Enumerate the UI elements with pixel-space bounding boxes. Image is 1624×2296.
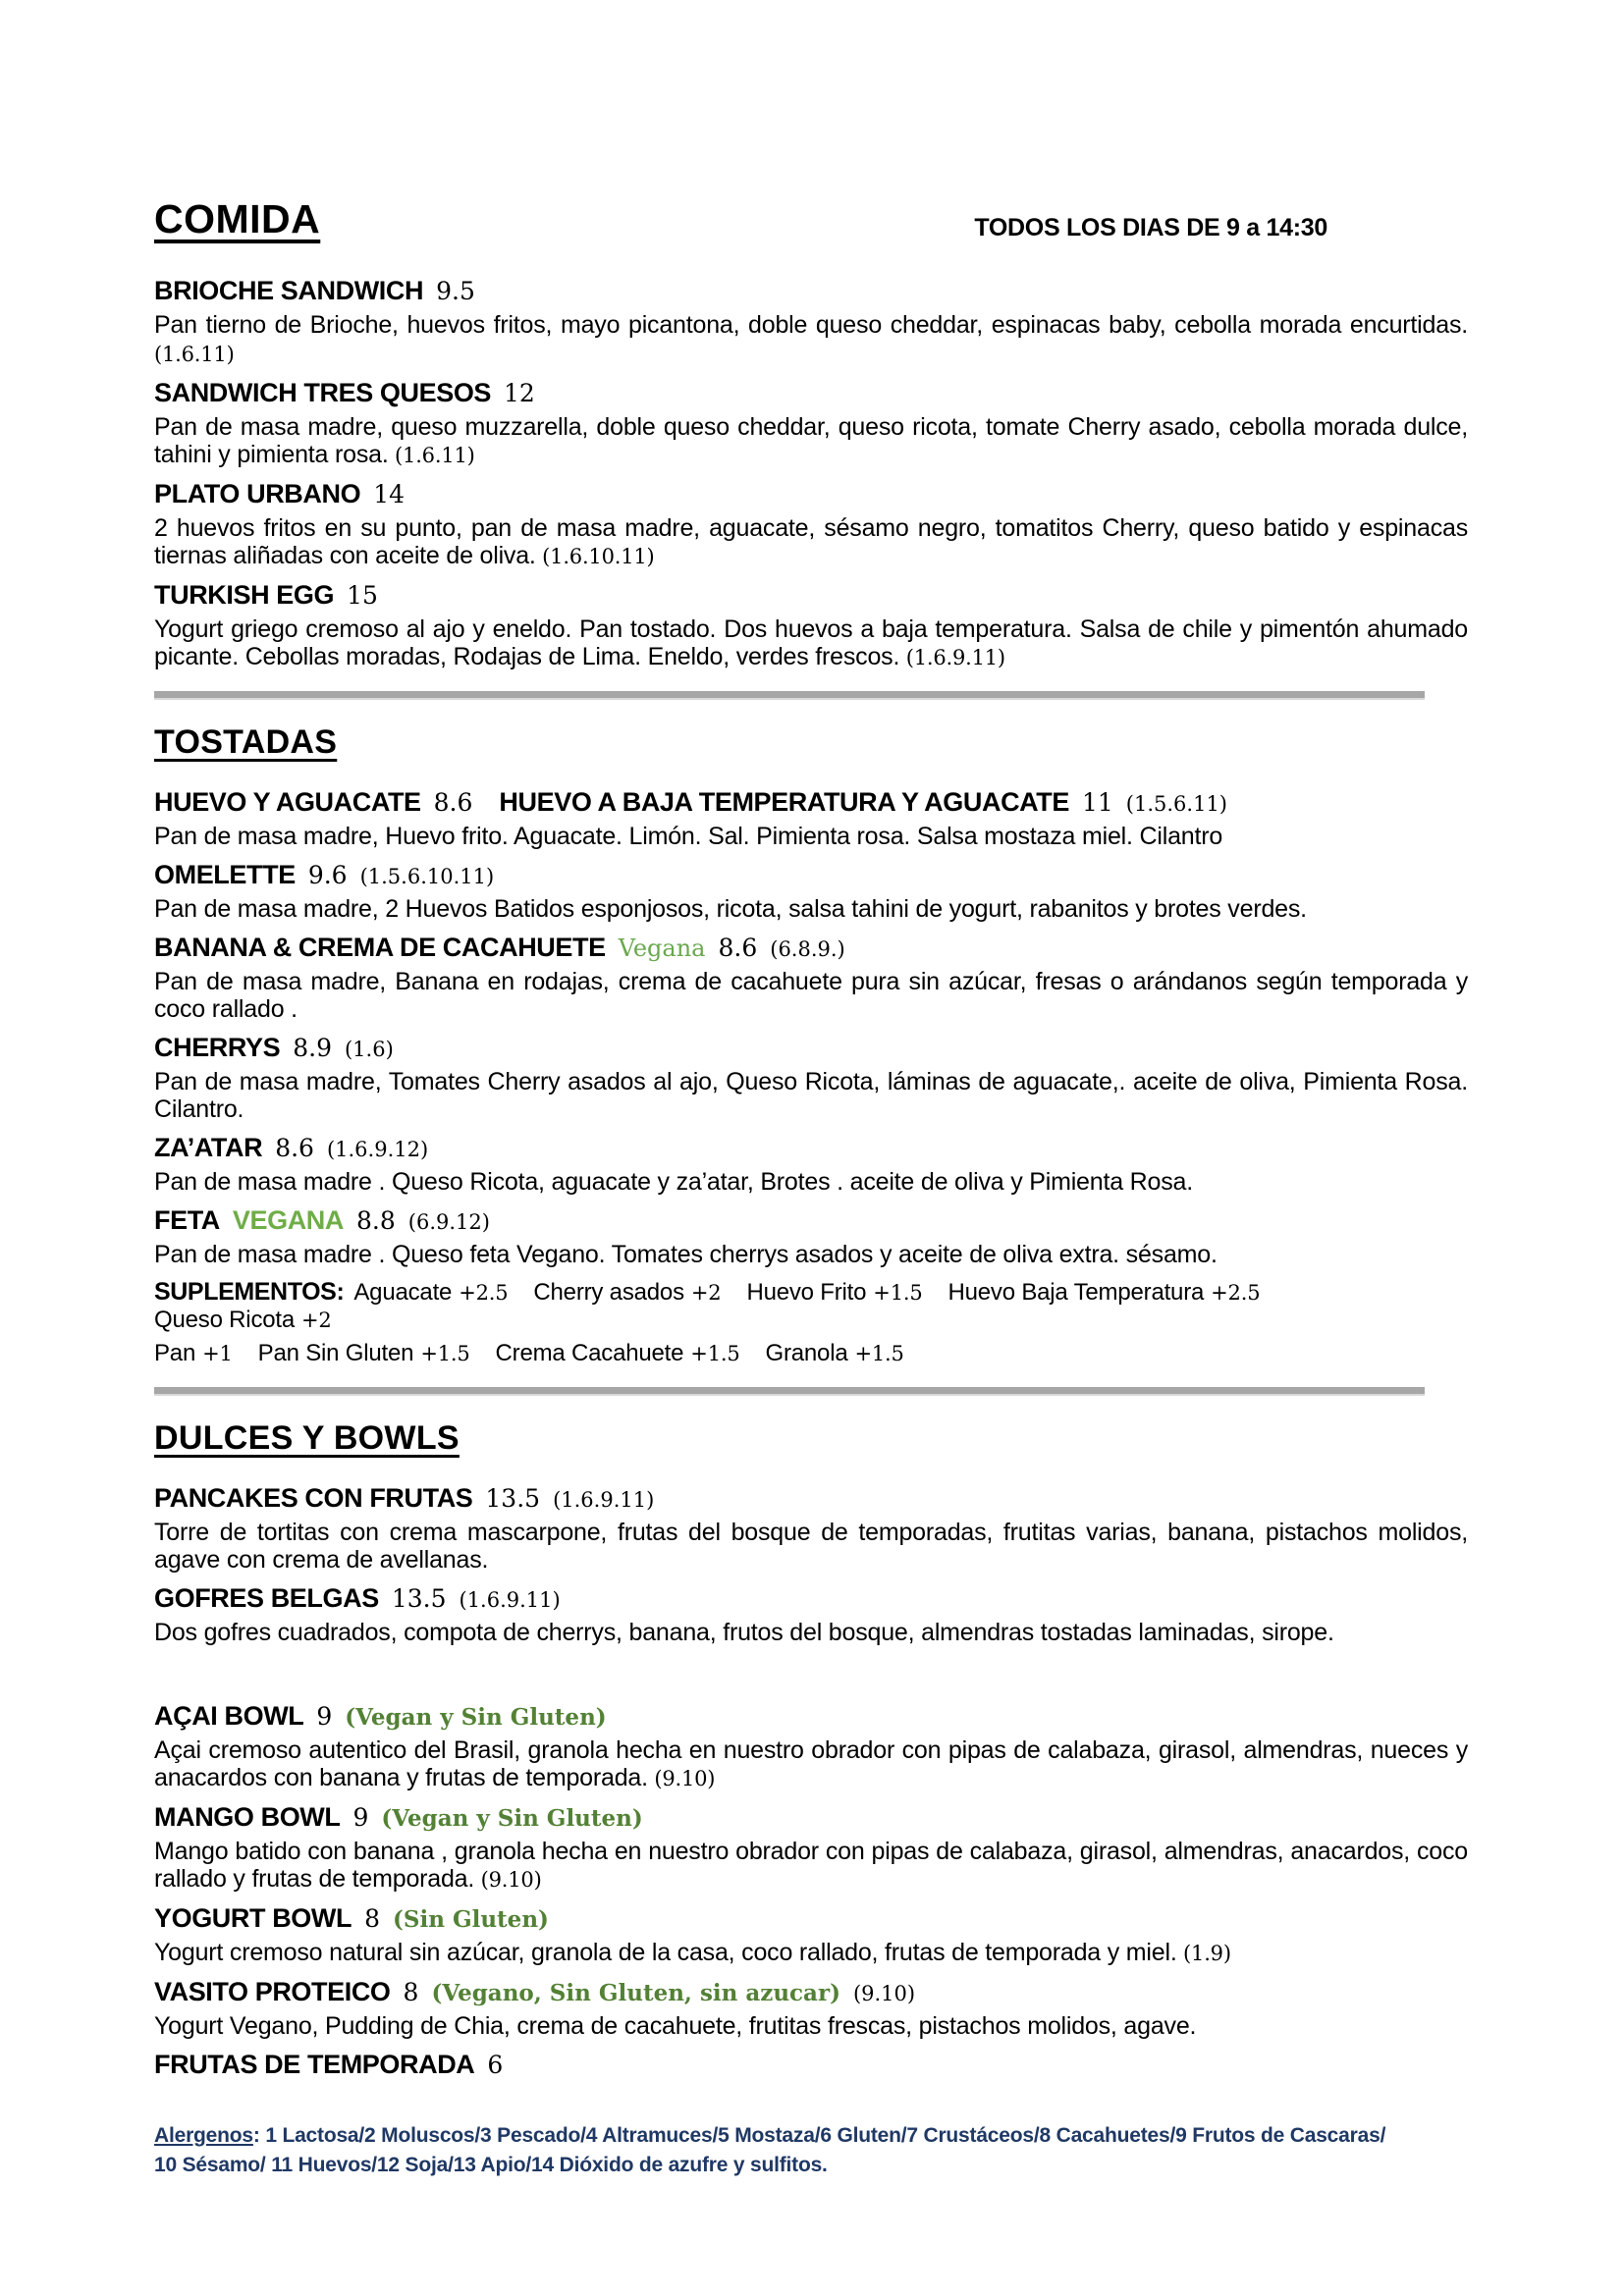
item-name: OMELETTE — [154, 860, 296, 889]
item-price: 8.8 — [356, 1206, 396, 1235]
vegan-tag: VEGANA — [232, 1205, 345, 1235]
diet-note: (Vegano, Sin Gluten, sin azucar) — [431, 1980, 840, 2006]
menu-item-banana-crema-cacahuete — [154, 933, 1468, 1023]
suplemento-name: Granola — [765, 1340, 848, 1366]
item-price: 9.5 — [436, 277, 475, 305]
allergen-codes: (1.9) — [1176, 1942, 1231, 1965]
item-title-line — [154, 378, 1468, 408]
vegan-tag: Vegana — [618, 934, 706, 962]
item-price: 8.6 — [433, 788, 473, 817]
suplemento-entry — [766, 1340, 904, 1367]
item-price: 8 — [403, 1978, 419, 2006]
item-price: 8.6 — [275, 1134, 314, 1162]
allergen-codes: (1.6.10.11) — [535, 545, 655, 568]
suplemento-price: +2 — [690, 1281, 722, 1305]
suplemento-price: +1 — [202, 1342, 233, 1365]
item-title-line — [154, 1701, 1468, 1732]
item-name: SANDWICH TRES QUESOS — [154, 378, 492, 407]
allergens-legend-colon: : — [252, 2124, 260, 2147]
item-description — [154, 413, 1468, 469]
item-description — [154, 2012, 1468, 2040]
suplemento-entry — [948, 1279, 1261, 1307]
description-text: Pan de masa madre, queso muzzarella, doble queso cheddar, queso ricota, tomate Cherry asado, cebolla morada dulce, tahini y pimienta rosa. — [154, 413, 1468, 468]
description-text: Pan de masa madre, Huevo frito. Aguacate. Limón. Sal. Pimienta rosa. Salsa mostaza miel. Cilantro — [154, 823, 1223, 850]
menu-item-frutas-de-temporada — [154, 2050, 1468, 2080]
menu-item-gofres-belgas — [154, 1583, 1468, 1646]
item-title-line — [154, 860, 1468, 890]
allergen-codes: (9.10) — [852, 1982, 916, 2005]
item-title-line — [154, 1133, 1468, 1163]
description-text: Pan tierno de Brioche, huevos fritos, mayo picantona, doble queso cheddar, espinacas baby, cebolla morada encurtidas. — [154, 311, 1468, 339]
item-name: BRIOCHE SANDWICH — [154, 276, 424, 305]
suplemento-price: +2.5 — [459, 1281, 509, 1305]
item-price: 9.6 — [307, 861, 348, 889]
menu-item-feta-vegana — [154, 1205, 1468, 1268]
item-price: 9 — [316, 1702, 333, 1731]
item-price: 15 — [347, 581, 378, 610]
spacer — [154, 1656, 1468, 1701]
menu-item-brioche-sandwich — [154, 276, 1468, 368]
item-title-line — [154, 933, 1468, 963]
item-description — [154, 311, 1468, 368]
menu-item-mango-bowl — [154, 1802, 1468, 1894]
item-description — [154, 1939, 1468, 1967]
allergen-codes: (6.8.9.) — [770, 937, 845, 961]
item-name: CHERRYS — [154, 1033, 281, 1062]
section-dulces-y-bowls — [154, 1396, 1468, 2080]
item-price: 6 — [487, 2051, 504, 2079]
item-description — [154, 1619, 1468, 1646]
description-text: Yogurt Vegano, Pudding de Chia, crema de cacahuete, frutitas frescas, pistachos molidos, agave. — [154, 2012, 1197, 2040]
description-text: Pan de masa madre, 2 Huevos Batidos esponjosos, ricota, salsa tahini de yogurt, rabanitos y brotes verdes. — [154, 895, 1307, 923]
allergens-legend-label: Alergenos — [154, 2124, 253, 2147]
page-title: COMIDA — [154, 196, 321, 241]
description-text: Pan de masa madre . Queso feta Vegano. Tomates cherrys asados y aceite de oliva extra. sésamo. — [154, 1241, 1218, 1268]
item-description — [154, 1168, 1468, 1196]
item-description — [154, 1241, 1468, 1268]
suplementos-line-2 — [154, 1340, 1468, 1367]
suplemento-name: Cherry asados — [533, 1279, 684, 1306]
item-description — [154, 1068, 1468, 1123]
allergen-codes: (1.6.11) — [388, 444, 475, 467]
item-description — [154, 1519, 1468, 1574]
diet-note: (Sin Gluten) — [393, 1906, 549, 1933]
description-text: Pan de masa madre, Banana en rodajas, crema de cacahuete pura sin azúcar, fresas o arándanos según temporada y coco rallado . — [154, 968, 1468, 1023]
menu-item-vasito-proteico — [154, 1977, 1468, 2040]
item-title-line — [154, 1977, 1468, 2007]
suplemento-name: Crema Cacahuete — [495, 1340, 684, 1366]
item-price: 8.9 — [293, 1034, 332, 1062]
allergen-codes: (9.10) — [474, 1868, 542, 1892]
suplemento-price: +1.5 — [420, 1342, 470, 1365]
section-divider — [154, 1387, 1425, 1396]
suplemento-price: +2.5 — [1211, 1281, 1261, 1305]
diet-note: (Vegan y Sin Gluten) — [381, 1805, 643, 1832]
item-description — [154, 514, 1468, 570]
section-title-tostadas: TOSTADAS — [154, 723, 338, 761]
item-name: PLATO URBANO — [154, 479, 361, 508]
suplemento-price: +2 — [301, 1308, 332, 1332]
allergen-codes: (1.6) — [344, 1038, 394, 1061]
allergens-legend — [154, 2121, 1468, 2180]
suplementos-label: SUPLEMENTOS: — [154, 1278, 345, 1306]
item-price: 12 — [504, 379, 535, 407]
description-text: Torre de tortitas con crema mascarpone, frutas del bosque de temporadas, frutitas varias, banana, pistachos molidos, agave con crema de avellanas. — [154, 1519, 1468, 1574]
item-price: 8.6 — [718, 934, 758, 962]
allergen-codes: (6.9.12) — [407, 1210, 490, 1234]
allergens-legend-line1: 1 Lactosa/2 Moluscos/3 Pescado/4 Altramuces/5 Mostaza/6 Gluten/7 Crustáceos/8 Cacahuetes/9 Frutos de Cascaras/ — [259, 2124, 1386, 2147]
description-text: Açai cremoso autentico del Brasil, granola hecha en nuestro obrador con pipas de calabaza, girasol, almendras, nueces y anacardos con banana y frutas de temporada. — [154, 1736, 1468, 1791]
item-title-line — [154, 787, 1468, 818]
item-description — [154, 895, 1468, 923]
section-tostadas — [154, 700, 1468, 1367]
item-name: FRUTAS DE TEMPORADA — [154, 2050, 475, 2079]
suplemento-entry — [496, 1340, 740, 1367]
allergen-codes: (1.6.9.11) — [459, 1588, 561, 1612]
item-title-line — [154, 1205, 1468, 1236]
item-title-line — [154, 1583, 1468, 1614]
item-title-line — [154, 1483, 1468, 1514]
description-text: Dos gofres cuadrados, compota de cherrys, banana, frutos del bosque, almendras tostadas laminadas, sirope. — [154, 1619, 1334, 1646]
item-price: 13.5 — [485, 1484, 541, 1513]
suplemento-price: +1.5 — [690, 1342, 740, 1365]
suplemento-entry — [258, 1340, 470, 1367]
description-text: Mango batido con banana , granola hecha en nuestro obrador con pipas de calabaza, girasol, almendras, anacardos, coco rallado y frutas de temporada. — [154, 1838, 1468, 1893]
suplemento-name: Queso Ricota — [154, 1307, 296, 1333]
item-name: TURKISH EGG — [154, 580, 335, 610]
suplemento-entry — [353, 1279, 508, 1307]
menu-item-zaatar — [154, 1133, 1468, 1196]
description-text: Pan de masa madre . Queso Ricota, aguacate y za’atar, Brotes . aceite de oliva y Pimienta Rosa. — [154, 1168, 1193, 1196]
suplemento-name: Huevo Frito — [746, 1279, 867, 1306]
suplemento-price: +1.5 — [854, 1342, 904, 1365]
item-title-line — [154, 1802, 1468, 1833]
item-title-line — [154, 1903, 1468, 1934]
suplemento-entry — [533, 1279, 721, 1307]
allergens-legend-line2: 10 Sésamo/ 11 Huevos/12 Soja/13 Apio/14 Dióxido de azufre y sulfitos. — [154, 2154, 828, 2176]
item-title-line — [154, 2050, 1468, 2080]
item-description — [154, 615, 1468, 671]
suplemento-name: Pan — [154, 1340, 196, 1366]
item-description — [154, 968, 1468, 1023]
description-text: Pan de masa madre, Tomates Cherry asados al ajo, Queso Ricota, láminas de aguacate,. aceite de oliva, Pimienta Rosa. Cilantro. — [154, 1068, 1468, 1123]
menu-item-acai-bowl — [154, 1701, 1468, 1792]
item-name: VASITO PROTEICO — [154, 1977, 391, 2006]
allergen-codes: (1.5.6.11) — [1125, 792, 1227, 816]
item-price: 14 — [373, 480, 406, 508]
item-price-2: 11 — [1081, 788, 1113, 817]
menu-item-cherrys — [154, 1033, 1468, 1123]
section-divider — [154, 691, 1425, 700]
suplemento-entry — [746, 1279, 922, 1307]
section-title-dulces: DULCES Y BOWLS — [154, 1419, 460, 1457]
item-name: HUEVO Y AGUACATE — [154, 787, 421, 817]
item-description — [154, 823, 1468, 850]
allergen-codes: (1.6.9.11) — [553, 1488, 655, 1512]
allergen-codes: (1.5.6.10.11) — [359, 865, 495, 888]
item-description — [154, 1838, 1468, 1894]
item-description — [154, 1736, 1468, 1792]
suplemento-price: +1.5 — [873, 1281, 923, 1305]
menu-item-turkish-egg — [154, 580, 1468, 671]
item-name: FETA — [154, 1205, 220, 1235]
item-name: PANCAKES CON FRUTAS — [154, 1483, 473, 1513]
menu-item-omelette — [154, 860, 1468, 923]
allergen-codes: (1.6.9.12) — [326, 1138, 429, 1161]
suplemento-entry — [154, 1340, 233, 1367]
item-name-2: HUEVO A BAJA TEMPERATURA Y AGUACATE — [499, 787, 1069, 817]
item-price: 9 — [352, 1803, 369, 1832]
menu-item-huevo-y-aguacate — [154, 787, 1468, 850]
item-name: YOGURT BOWL — [154, 1903, 352, 1933]
menu-item-plato-urbano — [154, 479, 1468, 570]
item-name: MANGO BOWL — [154, 1802, 341, 1832]
page-header — [154, 196, 1468, 242]
suplemento-name: Aguacate — [353, 1279, 453, 1306]
item-name: AÇAI BOWL — [154, 1701, 304, 1731]
item-price: 13.5 — [391, 1584, 447, 1613]
suplemento-entry — [154, 1307, 332, 1334]
menu-item-sandwich-tres-quesos — [154, 378, 1468, 469]
item-name: ZA’ATAR — [154, 1133, 263, 1162]
item-title-line — [154, 580, 1468, 611]
item-price: 8 — [364, 1904, 380, 1933]
allergen-codes: (1.6.11) — [154, 343, 235, 366]
item-name: GOFRES BELGAS — [154, 1583, 379, 1613]
item-title-line — [154, 1033, 1468, 1063]
menu-item-yogurt-bowl — [154, 1903, 1468, 1967]
menu-item-pancakes-con-frutas — [154, 1483, 1468, 1574]
description-text: Yogurt cremoso natural sin azúcar, granola de la casa, coco rallado, frutas de temporada y miel. — [154, 1939, 1177, 1966]
diet-note: (Vegan y Sin Gluten) — [345, 1704, 607, 1731]
section-comida — [154, 276, 1468, 671]
item-name: BANANA & CREMA DE CACAHUETE — [154, 933, 606, 962]
description-text: 2 huevos fritos en su punto, pan de masa madre, aguacate, sésamo negro, tomatitos Cherry, queso batido y espinacas tiernas aliñadas con aceite de oliva. — [154, 514, 1468, 569]
schedule-note: TODOS LOS DIAS DE 9 a 14:30 — [974, 214, 1327, 241]
allergen-codes: (9.10) — [647, 1767, 716, 1790]
description-text: Yogurt griego cremoso al ajo y eneldo. Pan tostado. Dos huevos a baja temperatura. Salsa de chile y pimentón ahumado picante. Cebollas moradas, Rodajas de Lima. Eneldo, verdes frescos. — [154, 615, 1468, 670]
suplementos-line-1 — [154, 1278, 1468, 1334]
suplemento-name: Pan Sin Gluten — [257, 1340, 414, 1366]
allergen-codes: (1.6.9.11) — [899, 646, 1005, 669]
suplemento-name: Huevo Baja Temperatura — [947, 1279, 1205, 1306]
item-title-line — [154, 479, 1468, 509]
item-title-line — [154, 276, 1468, 306]
